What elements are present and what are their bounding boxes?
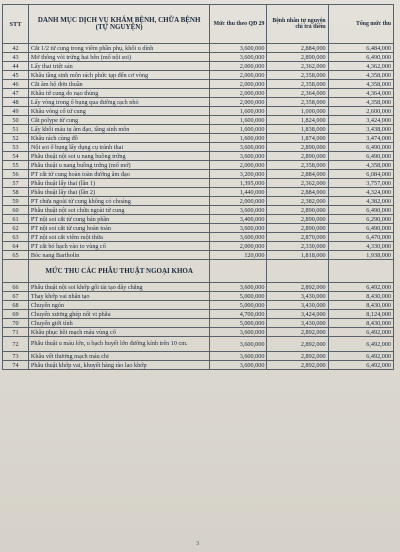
- row-patient-extra: 2,884,000: [267, 44, 328, 53]
- row-patient-extra: 1,874,000: [267, 134, 328, 143]
- row-stt: 57: [3, 179, 29, 188]
- row-total: 6,490,000: [328, 224, 393, 233]
- row-qd29-price: 3,600,000: [210, 337, 267, 352]
- row-service-name: Khâu vết thương mạch máu chi: [28, 352, 209, 361]
- row-total: 3,438,000: [328, 125, 393, 134]
- header-title: DANH MỤC DỊCH VỤ KHÁM BỆNH, CHỮA BỆNH (TỰ NGUYỆN): [28, 5, 209, 44]
- row-total: 4,358,000: [328, 80, 393, 89]
- row-qd29-price: 2,000,000: [210, 89, 267, 98]
- table-row: [3, 80, 394, 89]
- row-qd29-price: 120,000: [210, 251, 267, 260]
- row-stt: 62: [3, 224, 29, 233]
- row-patient-extra: 3,430,000: [267, 292, 328, 301]
- row-total: 6,492,000: [328, 361, 393, 370]
- row-total: 4,330,000: [328, 242, 393, 251]
- row-service-name: Khâu rách cùng đồ: [28, 134, 209, 143]
- table-row: [3, 337, 394, 352]
- row-qd29-price: 3,600,000: [210, 53, 267, 62]
- table-row: [3, 143, 394, 152]
- row-qd29-price: 3,600,000: [210, 224, 267, 233]
- table-row: [3, 53, 394, 62]
- row-service-name: PT nội soi cắt tử cung hoàn toàn: [28, 224, 209, 233]
- table-row: [3, 328, 394, 337]
- table-row: [3, 134, 394, 143]
- row-stt: 45: [3, 71, 29, 80]
- row-total: 6,490,000: [328, 206, 393, 215]
- row-total: 4,382,000: [328, 197, 393, 206]
- row-total: 4,364,000: [328, 89, 393, 98]
- row-service-name: Chuyển ngón: [28, 301, 209, 310]
- row-service-name: Phẫu thuật nội soi u nang buồng trứng: [28, 152, 209, 161]
- row-total: 4,324,000: [328, 188, 393, 197]
- table-row: [3, 125, 394, 134]
- row-patient-extra: 2,892,000: [267, 328, 328, 337]
- page-number: 3: [196, 541, 199, 547]
- row-stt: 74: [3, 361, 29, 370]
- row-stt: 65: [3, 251, 29, 260]
- table-row: [3, 98, 394, 107]
- table-row: [3, 206, 394, 215]
- row-total: 1,938,000: [328, 251, 393, 260]
- row-service-name: Phẫu thuật u máu lớn, u bạch huyết lớn đường kính trên 10 cm.: [28, 337, 209, 352]
- row-patient-extra: 2,892,000: [267, 361, 328, 370]
- row-stt: 50: [3, 116, 29, 125]
- row-qd29-price: 1,600,000: [210, 125, 267, 134]
- row-service-name: Khâu tử cung do nạo thủng: [28, 89, 209, 98]
- row-stt: 59: [3, 197, 29, 206]
- table-row: [3, 107, 394, 116]
- row-stt: 60: [3, 206, 29, 215]
- section-b: [3, 260, 394, 283]
- row-stt: 56: [3, 170, 29, 179]
- table-row: [3, 161, 394, 170]
- row-service-name: Thay khớp vai nhân tạo: [28, 292, 209, 301]
- section-stt-cell: [3, 260, 29, 283]
- row-patient-extra: 3,430,000: [267, 319, 328, 328]
- table-row: [3, 170, 394, 179]
- row-qd29-price: 3,600,000: [210, 352, 267, 361]
- table-row: [3, 71, 394, 80]
- row-service-name: Cắt polype tử cung: [28, 116, 209, 125]
- header-stt: STT: [3, 5, 29, 44]
- row-stt: 66: [3, 283, 29, 292]
- row-patient-extra: 2,890,000: [267, 206, 328, 215]
- row-total: 6,484,000: [328, 44, 393, 53]
- row-patient-extra: 2,358,000: [267, 71, 328, 80]
- row-qd29-price: 2,000,000: [210, 161, 267, 170]
- row-service-name: Cắt âm hộ đơn thuần: [28, 80, 209, 89]
- row-service-name: Phẫu thuật lấy thai (lần 2): [28, 188, 209, 197]
- row-service-name: Lấy vòng trong ổ bụng qua đường rạch nhỏ: [28, 98, 209, 107]
- row-service-name: PT cắt bỏ hạch vào to vùng cổ: [28, 242, 209, 251]
- row-qd29-price: 3,200,000: [210, 170, 267, 179]
- row-patient-extra: 2,892,000: [267, 337, 328, 352]
- row-stt: 58: [3, 188, 29, 197]
- row-patient-extra: 2,382,000: [267, 197, 328, 206]
- row-qd29-price: 4,700,000: [210, 310, 267, 319]
- row-patient-extra: 2,870,000: [267, 233, 328, 242]
- row-qd29-price: 2,000,000: [210, 71, 267, 80]
- table-row: [3, 310, 394, 319]
- row-patient-extra: 2,890,000: [267, 224, 328, 233]
- row-qd29-price: 3,600,000: [210, 283, 267, 292]
- row-patient-extra: 1,818,000: [267, 251, 328, 260]
- row-stt: 69: [3, 310, 29, 319]
- row-service-name: Phẫu thuật nội soi chửa ngoài tử cung: [28, 206, 209, 215]
- row-service-name: Phẫu thuật khớp vai, khuyết hàng rào lao khớp: [28, 361, 209, 370]
- row-qd29-price: 1,440,000: [210, 188, 267, 197]
- row-service-name: Lấy khối máu tụ âm đạo, tầng sinh môn: [28, 125, 209, 134]
- row-qd29-price: 5,000,000: [210, 319, 267, 328]
- row-qd29-price: 5,000,000: [210, 292, 267, 301]
- row-service-name: Cắt 1/2 tử cung trong viêm phần phụ, khối u dính: [28, 44, 209, 53]
- row-patient-extra: 2,362,000: [267, 179, 328, 188]
- row-stt: 64: [3, 242, 29, 251]
- row-qd29-price: 3,600,000: [210, 152, 267, 161]
- row-qd29-price: 2,000,000: [210, 197, 267, 206]
- row-stt: 70: [3, 319, 29, 328]
- row-total: 4,358,000: [328, 71, 393, 80]
- row-stt: 61: [3, 215, 29, 224]
- row-service-name: PT nội soi cắt tử cung bán phần: [28, 215, 209, 224]
- row-patient-extra: 2,892,000: [267, 283, 328, 292]
- row-service-name: Khâu phục hồi mạch máu vùng cổ: [28, 328, 209, 337]
- row-qd29-price: 5,000,000: [210, 301, 267, 310]
- row-service-name: Nội soi ổ bụng lấy dụng cụ tránh thai: [28, 143, 209, 152]
- table-row: [3, 251, 394, 260]
- header-qd29: Mức thu theo QĐ 29: [210, 5, 267, 44]
- table-row: [3, 179, 394, 188]
- table-row: [3, 89, 394, 98]
- table-row: [3, 319, 394, 328]
- row-qd29-price: 3,600,000: [210, 361, 267, 370]
- table-body-b: [3, 283, 394, 370]
- row-stt: 73: [3, 352, 29, 361]
- row-stt: 48: [3, 98, 29, 107]
- row-total: 8,430,000: [328, 292, 393, 301]
- row-service-name: Khâu tầng sinh môn rách phức tạp đến cơ vòng: [28, 71, 209, 80]
- row-patient-extra: 3,424,000: [267, 310, 328, 319]
- row-total: 6,490,000: [328, 143, 393, 152]
- row-stt: 51: [3, 125, 29, 134]
- row-total: 4,358,000: [328, 98, 393, 107]
- row-stt: 47: [3, 89, 29, 98]
- row-qd29-price: 2,000,000: [210, 98, 267, 107]
- row-total: 6,492,000: [328, 328, 393, 337]
- row-total: 8,124,000: [328, 310, 393, 319]
- row-stt: 44: [3, 62, 29, 71]
- table-row: [3, 224, 394, 233]
- row-service-name: Phẫu thuật lấy thai (lần 1): [28, 179, 209, 188]
- row-patient-extra: 2,890,000: [267, 143, 328, 152]
- row-patient-extra: 2,884,000: [267, 170, 328, 179]
- section-row: [3, 260, 394, 283]
- header-total: Tổng mức thu: [328, 5, 393, 44]
- row-service-name: Chuyển xương ghép nối vi phẫu: [28, 310, 209, 319]
- row-total: 2,600,000: [328, 107, 393, 116]
- table-row: [3, 62, 394, 71]
- row-stt: 68: [3, 301, 29, 310]
- row-patient-extra: 2,358,000: [267, 98, 328, 107]
- table-row: [3, 283, 394, 292]
- row-stt: 55: [3, 161, 29, 170]
- row-patient-extra: 2,358,000: [267, 161, 328, 170]
- row-stt: 43: [3, 53, 29, 62]
- row-service-name: Phẫu thuật u nang buồng trứng (mổ mở): [28, 161, 209, 170]
- table-row: [3, 242, 394, 251]
- row-patient-extra: 2,358,000: [267, 80, 328, 89]
- row-service-name: Bóc nang Bartholin: [28, 251, 209, 260]
- row-total: 8,430,000: [328, 319, 393, 328]
- section-cell: [210, 260, 267, 283]
- table-row: [3, 188, 394, 197]
- row-patient-extra: 3,430,000: [267, 301, 328, 310]
- section-cell: [328, 260, 393, 283]
- row-service-name: PT chửa ngoài tử cung không có choáng: [28, 197, 209, 206]
- row-qd29-price: 3,600,000: [210, 44, 267, 53]
- table-body-a: [3, 44, 394, 260]
- row-total: 6,290,000: [328, 215, 393, 224]
- row-patient-extra: 1,000,000: [267, 107, 328, 116]
- table-row: [3, 215, 394, 224]
- row-qd29-price: 1,600,000: [210, 116, 267, 125]
- row-patient-extra: 2,364,000: [267, 89, 328, 98]
- section-title: MỨC THU CÁC PHẪU THUẬT NGOẠI KHOA: [28, 260, 209, 283]
- row-total: 6,492,000: [328, 337, 393, 352]
- row-service-name: Lấy thai triệt sản: [28, 62, 209, 71]
- row-stt: 46: [3, 80, 29, 89]
- table-header-row: [3, 5, 394, 44]
- row-stt: 63: [3, 233, 29, 242]
- section-cell: [267, 260, 328, 283]
- row-service-name: Mở thông vòi trứng hai bên (mổ nội soi): [28, 53, 209, 62]
- row-patient-extra: 2,884,000: [267, 188, 328, 197]
- row-qd29-price: 1,395,000: [210, 179, 267, 188]
- row-total: 3,474,000: [328, 134, 393, 143]
- row-total: 3,757,000: [328, 179, 393, 188]
- table-row: [3, 44, 394, 53]
- row-qd29-price: 1,600,000: [210, 107, 267, 116]
- row-stt: 49: [3, 107, 29, 116]
- row-qd29-price: 2,000,000: [210, 62, 267, 71]
- table-row: [3, 361, 394, 370]
- row-patient-extra: 2,890,000: [267, 215, 328, 224]
- row-total: 6,492,000: [328, 283, 393, 292]
- row-stt: 52: [3, 134, 29, 143]
- row-stt: 42: [3, 44, 29, 53]
- row-qd29-price: 1,600,000: [210, 134, 267, 143]
- row-service-name: PT cắt tử cung hoàn toàn đường âm đạo: [28, 170, 209, 179]
- table-row: [3, 197, 394, 206]
- row-total: 6,490,000: [328, 152, 393, 161]
- row-total: 3,424,000: [328, 116, 393, 125]
- row-qd29-price: 3,600,000: [210, 233, 267, 242]
- table-row: [3, 233, 394, 242]
- row-patient-extra: 2,892,000: [267, 352, 328, 361]
- row-stt: 72: [3, 337, 29, 352]
- row-patient-extra: 2,330,000: [267, 242, 328, 251]
- row-qd29-price: 3,600,000: [210, 143, 267, 152]
- table-row: [3, 352, 394, 361]
- row-patient-extra: 1,838,000: [267, 125, 328, 134]
- row-qd29-price: 3,400,000: [210, 215, 267, 224]
- row-patient-extra: 2,362,000: [267, 62, 328, 71]
- row-patient-extra: 1,824,000: [267, 116, 328, 125]
- table-row: [3, 301, 394, 310]
- row-total: 4,362,000: [328, 62, 393, 71]
- row-service-name: PT nội soi cắt viêm ruột thừa: [28, 233, 209, 242]
- row-stt: 54: [3, 152, 29, 161]
- row-qd29-price: 3,600,000: [210, 328, 267, 337]
- row-stt: 71: [3, 328, 29, 337]
- row-total: 6,492,000: [328, 352, 393, 361]
- row-patient-extra: 2,890,000: [267, 152, 328, 161]
- table-row: [3, 292, 394, 301]
- table-row: [3, 152, 394, 161]
- price-table: [2, 4, 394, 370]
- row-total: 6,470,000: [328, 233, 393, 242]
- header-patient-extra: Bệnh nhân tự nguyện chi trả thêm: [267, 5, 328, 44]
- row-qd29-price: 2,000,000: [210, 80, 267, 89]
- row-total: 8,430,000: [328, 301, 393, 310]
- row-total: 6,084,000: [328, 170, 393, 179]
- row-patient-extra: 2,890,000: [267, 53, 328, 62]
- row-qd29-price: 2,000,000: [210, 242, 267, 251]
- row-service-name: Phẫu thuật nội soi khớp gối tái tạo dây chằng: [28, 283, 209, 292]
- row-stt: 53: [3, 143, 29, 152]
- row-total: 4,358,000: [328, 161, 393, 170]
- row-qd29-price: 3,600,000: [210, 206, 267, 215]
- table-row: [3, 116, 394, 125]
- row-stt: 67: [3, 292, 29, 301]
- row-service-name: Chuyển giới tính: [28, 319, 209, 328]
- row-service-name: Khâu vòng cổ tử cung: [28, 107, 209, 116]
- row-total: 6,490,000: [328, 53, 393, 62]
